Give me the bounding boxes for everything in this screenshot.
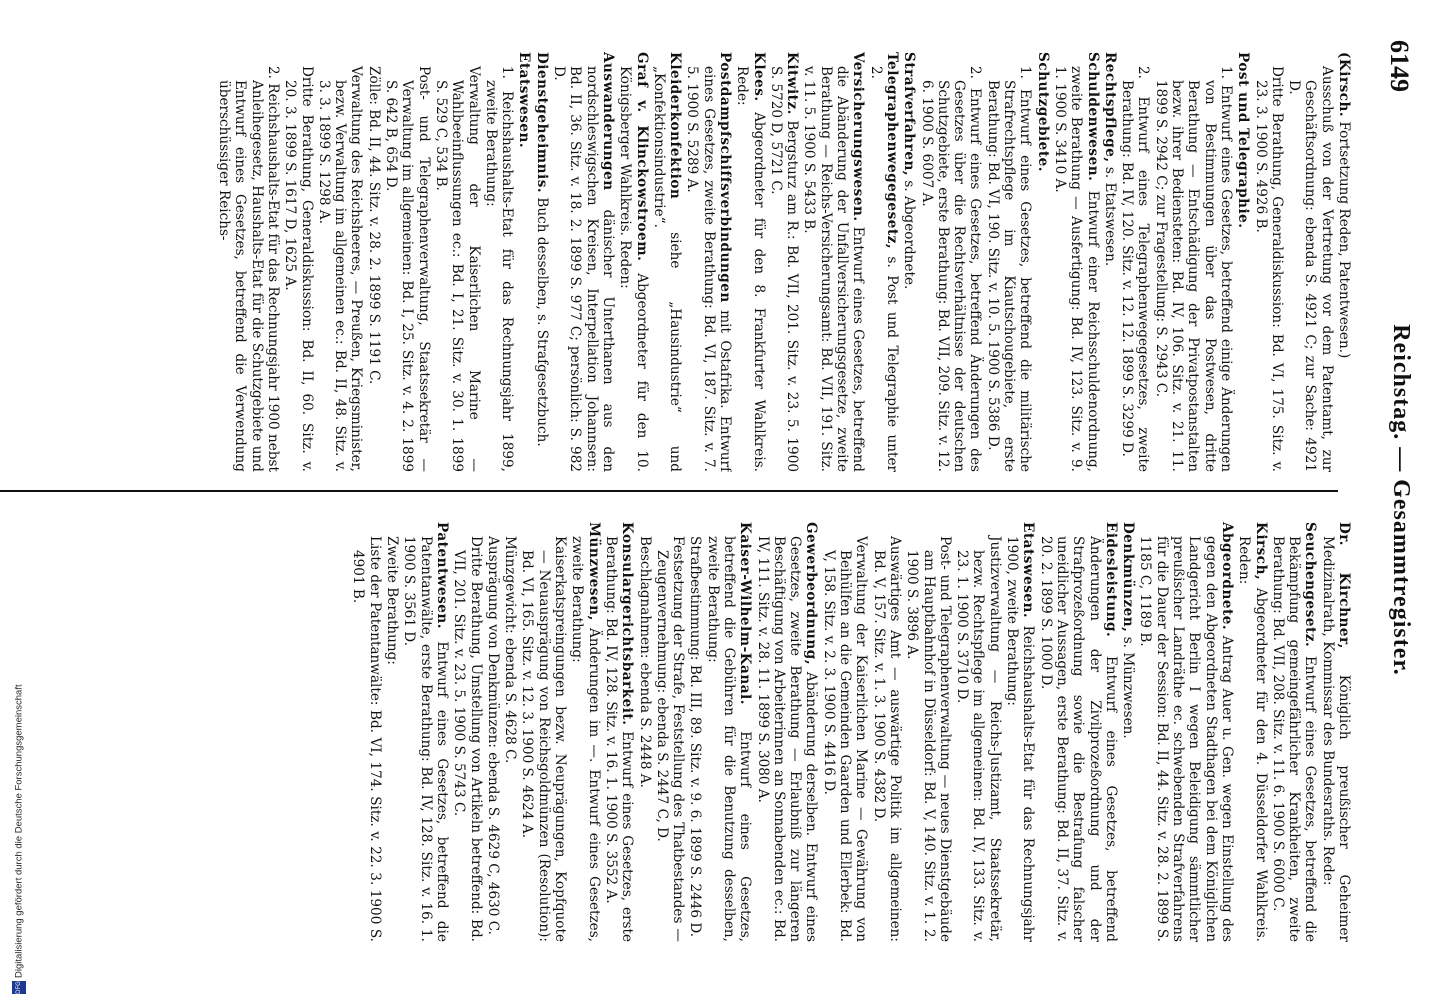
index-entry	[433, 52, 482, 472]
entry-headword: Klees.	[750, 52, 767, 102]
entry-text: s. Abgeordnete.	[901, 180, 918, 290]
entry-headword: Rechtspflege,	[1101, 52, 1118, 163]
index-entry	[603, 522, 636, 942]
entry-text: Reichshaushalts-Etat für das Rechnungsjahr 1900, zweite Berathung:	[1004, 536, 1037, 942]
index-entry	[401, 522, 450, 942]
index-entry	[901, 52, 917, 472]
entry-text: Liste der Patentanwälte: Bd. VI, 174. Sitz. v. 22. 3. 1900 S. 4901 B.	[350, 536, 383, 942]
index-entry	[687, 522, 703, 942]
entry-headword: Dienstgeheimnis.	[533, 52, 550, 194]
entry-text: Festsetzung der Strafe, Feststellung des Thatbestandes — Zeugenvernehmung: ebenda S. 2447 C, D.	[653, 536, 687, 942]
index-entry	[533, 52, 549, 472]
index-entry	[1270, 522, 1319, 942]
entry-text: 2. Entwurf eines Telegraphenwegegesetzes, zweite Berathung: Bd. IV, 120. Sitz. v. 12. 12. 1899 S. 3299 D.	[1119, 66, 1152, 472]
index-entry	[768, 52, 801, 472]
entry-text: Königlich preußischer Geheimer Medizinalrath, Kommissar des Bundesraths. Rede:	[1319, 536, 1352, 942]
index-entry	[569, 522, 602, 942]
index-entry	[1236, 522, 1269, 942]
index-entry	[502, 522, 518, 942]
entry-text: s. Etatswesen.	[1101, 166, 1118, 267]
entry-headword: Patentwesen.	[433, 522, 450, 630]
entry-text: Dritte Berathung, Generaldiskussion: Bd. II, 60. Sitz. v. 20. 3. 1899 S. 1617 D, 1625 A.	[282, 66, 315, 472]
index-entry	[954, 522, 1003, 942]
entry-text: Entwurf eines Gesetzes, betreffend die Bekämpfung gemeingefährlicher Krankheiten, zweite Berathung: Bd. VII, 208. Sitz. v. 11. 6. 1900 S. 6000 C.	[1269, 536, 1319, 942]
index-entry	[1152, 52, 1233, 472]
entry-headword: Post und Telegraphie.	[1235, 52, 1252, 229]
entry-text: Abänderung derselben. Entwurf eines Gesetzes, zweite Berathung — Erlaubniß zur längeren Beschäftigung von Arbeiterinnen an Sonnabenden ec.: Bd. IV, 111. Sitz. v. 28. 11. 1899 S. 3080 A.	[754, 536, 820, 942]
entry-text: Zweite Berathung:	[384, 536, 401, 665]
index-entry	[1235, 52, 1251, 472]
right-text-column	[32, 522, 1352, 942]
index-entry	[918, 52, 983, 472]
index-entry	[654, 522, 687, 942]
entry-text: Änderungen im —. Entwurf eines Gesetzes, zweite Berathung:	[569, 536, 602, 942]
index-entry	[651, 52, 684, 472]
entry-headword: Strafverfahren,	[901, 52, 918, 177]
index-entry	[1119, 52, 1152, 472]
index-entry	[1137, 522, 1235, 942]
entry-headword: Graf v. Klinckowstroem.	[633, 52, 650, 262]
index-entry	[1037, 522, 1118, 942]
entry-headword: Kirsch,	[1252, 522, 1269, 581]
entry-headword: Telegraphenwegegesetz,	[883, 52, 900, 250]
index-entry	[1034, 52, 1050, 472]
entry-text: Entwurf eines Gesetzes, betreffend die Gebühren für die Benutzung desselben, zweite Berathung:	[704, 536, 754, 942]
entry-text: Justizverwaltung — Reichs-Justizamt, Staatssekretär, bezw. Rechtspflege im allgemeinen: Bd. IV, 133. Sitz. v. 23. 1. 1900 S. 3710 D.	[954, 536, 1003, 942]
index-entry	[516, 52, 532, 472]
index-entry	[350, 522, 383, 942]
entry-text: Antrag Auer u. Gen. wegen Einstellung des gegen den Abgeordneten Stadthagen bei dem Königlichen Landgericht Berlin I wegen Beleidigung sämmtlicher preußischer Landräthe ec. schwebenden Strafverfahrens für die Dauer der Session: Bd. II, 44. Sitz. v. 28. 2. 1899 S. 1185 C, 1189 B.	[1137, 536, 1235, 942]
entry-headword: Postdampfschiffsverbindungen	[717, 52, 734, 303]
entry-text: Ausschuß von der Vertretung vor dem Patentamt, zur Geschäftsordnung: ebenda S. 4921 C; zur Sache: 4921 D.	[1286, 66, 1335, 472]
entry-text: Entwurf einer Reichsschuldenordnung, zweite Berathung — Ausfertigung: Bd. IV, 123. Sitz. v. 9. 1. 1900 S. 3410 A.	[1051, 66, 1101, 472]
entry-text: Dritte Berathung, Umstellung von Artikeln betreffend: Bd. VII, 201. Sitz. v. 23. 5. 1900 S. 5743 C.	[451, 536, 484, 942]
entry-text: dänischer Unterthanen aus den nordschleswigschen Kreisen, Interpellation Johannsen: Bd. II, 36. Sitz. v. 18. 2. 1899 S. 977 C; persönlich: S. 982 D.	[551, 66, 616, 472]
entry-text: Dritte Berathung, Generaldiskussion: Bd. VI, 175. Sitz. v. 23. 3. 1900 S. 4926 B.	[1252, 66, 1285, 472]
entry-headword: Dr. Kirchner,	[1336, 522, 1352, 649]
entry-text: Abgeordneter für den 8. Frankfurter Wahlkreis. Rede:	[734, 66, 767, 472]
entry-headword: Münzwesen,	[585, 522, 602, 621]
index-entry	[282, 52, 315, 472]
entry-text: s. Post und Telegraphie unter 2.	[867, 66, 900, 472]
entry-text: 2. Entwurf eines Gesetzes, betreffend Änderungen des Gesetzes über die Rechtsverhältnisse der deutschen Schutzgebiete, erste Berathung: Bd. VII, 209. Sitz. v. 12. 6. 1900 S. 6007 A.	[918, 66, 984, 472]
index-entry	[904, 522, 953, 942]
entry-text: Post- und Telegraphenverwaltung, Staatssekretär — Verwaltung im allgemeinen: Bd. I, 25. Sitz. v. 4. 2. 1899 S. 642 B, 654 D.	[383, 66, 432, 472]
entry-headword: Schuldenwesen.	[1084, 52, 1101, 182]
entry-text: Verwaltung der Kaiserlichen Marine — Gewährung von Beihülfen an die Gemeinden Gaarden und Ellerbek: Bd. V, 158. Sitz. v. 2. 3. 1900 S. 4416 D.	[820, 536, 870, 942]
entry-headword: Schutzgebiete.	[1034, 52, 1051, 172]
entry-text: mit Ostafrika. Entwurf eines Gesetzes, zweite Berathung: Bd. VI, 187. Sitz. v. 7. 5. 1900 S. 5289 A.	[684, 66, 734, 472]
index-entry	[483, 52, 516, 472]
index-entry	[867, 52, 900, 472]
index-entry	[1336, 52, 1352, 472]
entry-headword: Versicherungswesen.	[850, 52, 867, 222]
index-entry	[1252, 52, 1285, 472]
index-entry	[451, 522, 484, 942]
index-entry	[754, 522, 819, 942]
entry-text: siehe „Hausindustrie“ und „Konfektionsindustrie“.	[650, 66, 684, 472]
entry-text: Verwaltung des Reichsheeres, — Preußen, Kriegsminister, bezw. Verwaltung im allgemeinen ec.: Bd. II, 48. Sitz. v. 3. 3. 1899 S. 1298 A.	[315, 66, 365, 472]
entry-text: Entwurf eines Gesetzes, erste Berathung: Bd. IV, 128. Sitz. v. 16. 1. 1900 S. 3552 A.	[602, 536, 636, 942]
entry-text: Strafbestimmung: Bd. III, 89. Sitz. v. 9. 6. 1899 S. 2446 D.	[687, 536, 704, 938]
entry-headword: Etatswesen.	[516, 52, 533, 149]
entry-text: s. Münzwesen.	[1120, 636, 1137, 739]
entry-headword: Eidesleistung.	[1102, 522, 1119, 638]
entry-text: 1. Entwurf eines Gesetzes, betreffend einige Änderungen von Bestimmungen über das Postwesen, dritte Berathung — Entschädigung der Privatpostanstalten bezw. ihrer Bediensteten: Bd. IV, 106. Sitz. v. 21. 11. 1899 S. 2942 C; zur Fragestellung: S. 2943 C.	[1152, 66, 1234, 472]
entry-text: Post- und Telegraphenverwaltung — neues Dienstgebäude am Hauptbahnhof in Düsseldorf: Bd. V, 140. Sitz. v. 1. 2. 1900 S. 3896 A.	[904, 536, 953, 942]
entry-text: Entwurf eines Gesetzes, betreffend die Abänderung der Unfallversicherungsgesetze, zweite Berathung — Reichs-Versicherungsamt: Bd. VII, 191. Sitz. v. 11. 5. 1900 S. 5433 B.	[801, 66, 867, 472]
index-entry	[617, 52, 650, 472]
footer-text: Digitalisierung gefördert durch die Deutsche Forschungsgemeinschaft	[13, 684, 25, 978]
index-entry	[684, 52, 733, 472]
index-entry	[870, 522, 903, 942]
left-text-column	[32, 52, 1352, 472]
entry-text: Kaiserkatspreingungen bezw. Neuprägungen, Kopfquote — Neuausprägung von Reichsgoldmünzen (Resolution): Bd. VI, 165. Sitz. v. 12. 3. 1900 S. 4624 A.	[519, 536, 569, 942]
entry-text: Zölle: Bd. II, 44. Sitz. v. 28. 2. 1899 S. 1191 C.	[365, 66, 382, 385]
entry-text: 2. Reichshaushalts-Etat für das Rechnungsjahr 1900 nebst Anleihegesetz, Haushalts-Etat für die Schutzgebiete und Entwurf eines Gesetzes, betreffend die Verwendung überschüssiger Reichs-	[216, 66, 281, 472]
index-entry	[365, 52, 381, 472]
entry-text: Abgeordneter für den 10. Königsberger Wahlkreis. Reden:	[617, 66, 650, 472]
index-entry	[551, 52, 616, 472]
index-entry	[519, 522, 568, 942]
entry-text: Beschlagnahmen: ebenda S. 2448 A.	[636, 536, 653, 788]
index-entry	[984, 52, 1033, 472]
footer-strip	[0, 0, 25, 1000]
index-entry	[316, 52, 365, 472]
index-entry	[821, 522, 870, 942]
entry-text: Fortsetzung Reden, Patentwesen.)	[1336, 121, 1352, 359]
entry-text: Bergsturz am R.: Bd. VII, 201. Sitz. v. 23. 5. 1900 S. 5720 D, 5721 C.	[767, 66, 801, 472]
index-entry	[1052, 52, 1101, 472]
entry-headword: Kleiderkonfektion	[667, 52, 684, 200]
index-entry	[704, 522, 753, 942]
entry-headword: Auswanderungen	[599, 52, 616, 191]
entry-text: Entwurf eines Gesetzes, betreffend die Patentanwälte, erste Berathung: Bd. IV, 128. Sitz. v. 16. 1. 1900 S. 3561 D.	[401, 536, 450, 942]
entry-text: Verwaltung der Kaiserlichen Marine — Wahlbeeinflussungen ec.: Bd. I, 21. Sitz. v. 30. 1. 1899 S. 529 C, 534 B.	[432, 66, 482, 472]
entry-text: Auswärtiges Amt — auswärtige Politik im allgemeinen: Bd. V, 157. Sitz. v. 1. 3. 1900 S. 4382 D.	[870, 536, 903, 942]
page-number: 6149	[1385, 40, 1414, 92]
entry-text: 1. Entwurf eines Gesetzes, betreffend die militärische Strafrechtspflege im Kiautschougebiete, erste Berathung: Bd. VI, 190. Sitz. v. 10. 5. 1900 S. 5386 D.	[984, 66, 1034, 472]
index-entry	[1102, 52, 1118, 472]
page-title: Reichstag. — Gesammtregister.	[1388, 324, 1414, 676]
index-entry	[734, 52, 767, 472]
entry-text: Buch desselben, s. Strafgesetzbuch.	[533, 197, 550, 447]
entry-headword: Gewerbeordnung,	[803, 522, 820, 666]
entry-headword: Denkmünzen,	[1120, 522, 1137, 633]
index-entry	[383, 52, 432, 472]
index-entry	[1319, 522, 1352, 942]
entry-text: 1. Reichshaushalts-Etat für das Rechnungsjahr 1899, zweite Berathung:	[482, 66, 516, 472]
column-divider	[0, 490, 1338, 492]
entry-headword: (Kirsch.	[1336, 52, 1352, 118]
entry-text: Entwurf eines Gesetzes, betreffend Änderungen der Zivilprozeßordnung und der Strafprozeßordnung sowie die Bestrafung falscher uneidlicher Aussagen, erste Berathung: Bd. II, 37. Sitz. v. 20. 2. 1899 S. 1000 D.	[1037, 536, 1119, 942]
dfg-logo: DFG	[12, 981, 26, 994]
index-entry	[801, 52, 866, 472]
entry-text: Ausprägung von Denkmünzen: ebenda S. 4629 C, 4630 C.	[484, 536, 501, 935]
page-header	[1374, 40, 1414, 960]
index-entry	[384, 522, 400, 942]
index-entry	[485, 522, 501, 942]
entry-headword: Kaiser-Wilhelm-Kanal.	[737, 522, 754, 705]
entry-headword: Etatswesen.	[1020, 522, 1037, 619]
entry-headword: Abgeordnete.	[1218, 522, 1235, 631]
footer-credit	[12, 684, 26, 994]
index-entry	[636, 522, 652, 942]
index-entry	[1286, 52, 1335, 472]
index-entry	[216, 52, 281, 472]
entry-text: Münzgewicht: ebenda S. 4628 C.	[502, 536, 519, 764]
entry-headword: Seuchengesetz.	[1302, 522, 1319, 648]
entry-headword: Konsulargerichtsbarkeit.	[619, 522, 636, 726]
index-entry	[1120, 522, 1136, 942]
index-entry	[1004, 522, 1037, 942]
entry-headword: Kitwitz.	[784, 52, 801, 115]
entry-text: Abgeordneter für den 4. Düsseldorfer Wahlkreis. Reden:	[1236, 536, 1269, 942]
